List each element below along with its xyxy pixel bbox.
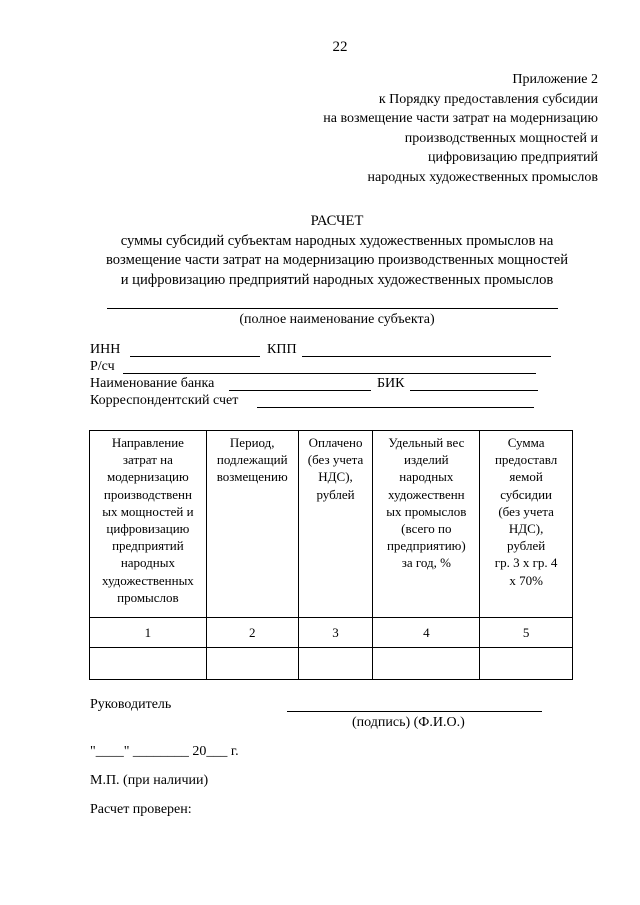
- kpp-label: КПП: [267, 342, 297, 357]
- signature-line[interactable]: [287, 711, 542, 712]
- bank-field[interactable]: [229, 390, 371, 391]
- subject-name-line[interactable]: [107, 308, 558, 309]
- page-number: 22: [332, 39, 348, 55]
- appendix-line: народных художественных промыслов: [367, 169, 598, 185]
- appendix-block: [323, 70, 598, 188]
- column-number: 3: [298, 618, 373, 648]
- account-label: Р/сч: [90, 359, 115, 374]
- column-number: 5: [480, 618, 573, 648]
- stamp-label: М.П. (при наличии): [90, 773, 209, 788]
- table-row[interactable]: [90, 648, 573, 680]
- calculation-table: [89, 430, 573, 680]
- column-number: 1: [90, 618, 207, 648]
- table-cell[interactable]: [480, 648, 573, 680]
- header-cell-share: Удельный вес изделий народных художественн ых промыслов (всего по предприятию) за год, %: [373, 431, 480, 618]
- appendix-line: на возмещение части затрат на модернизацию: [323, 111, 598, 127]
- bank-label: Наименование банка: [90, 376, 215, 391]
- corr-account-label: Корреспондентский счет: [90, 393, 239, 408]
- table-header-row: [90, 431, 573, 618]
- corr-account-field[interactable]: [257, 407, 534, 408]
- table-cell[interactable]: [298, 648, 373, 680]
- header-cell-period: Период, подлежащий возмещению: [206, 431, 298, 618]
- date-line: "____" ________ 20___ г.: [90, 744, 239, 759]
- appendix-line: цифровизацию предприятий: [427, 150, 598, 166]
- table-cell[interactable]: [90, 648, 207, 680]
- header-cell-subsidy: Сумма предоставл яемой субсидии (без учета НДС), рублей гр. 3 х гр. 4 х 70%: [480, 431, 573, 618]
- column-number: 4: [373, 618, 480, 648]
- signature-caption: (подпись) (Ф.И.О.): [352, 715, 465, 730]
- appendix-line: Приложение 2: [512, 72, 598, 87]
- title-line: суммы субсидий субъектам народных художественных промыслов на: [120, 232, 554, 249]
- head-signature-label: Руководитель: [90, 697, 172, 712]
- header-cell-paid: Оплачено (без учета НДС), рублей: [298, 431, 373, 618]
- title-line: возмещение части затрат на модернизацию производственных мощностей: [105, 252, 569, 268]
- document-title: [72, 212, 602, 290]
- bik-label: БИК: [377, 376, 405, 391]
- table-cell[interactable]: [206, 648, 298, 680]
- header-cell-direction: Направление затрат на модернизацию производственн ых мощностей и цифровизацию предприятий народных художественных промыслов: [90, 431, 207, 618]
- subject-caption: (полное наименование субъекта): [239, 312, 435, 327]
- title-line: и цифровизацию предприятий народных художественных промыслов: [120, 271, 554, 288]
- account-field[interactable]: [123, 373, 536, 374]
- appendix-line: к Порядку предоставления субсидии: [378, 91, 598, 107]
- title-heading: РАСЧЕТ: [310, 213, 364, 229]
- bik-field[interactable]: [410, 390, 538, 391]
- table-cell[interactable]: [373, 648, 480, 680]
- checked-label: Расчет проверен:: [90, 802, 192, 817]
- column-number-row: [90, 618, 573, 648]
- kpp-field[interactable]: [302, 356, 551, 357]
- inn-label: ИНН: [90, 342, 121, 357]
- column-number: 2: [206, 618, 298, 648]
- inn-field[interactable]: [130, 356, 260, 357]
- appendix-line: производственных мощностей и: [404, 130, 598, 146]
